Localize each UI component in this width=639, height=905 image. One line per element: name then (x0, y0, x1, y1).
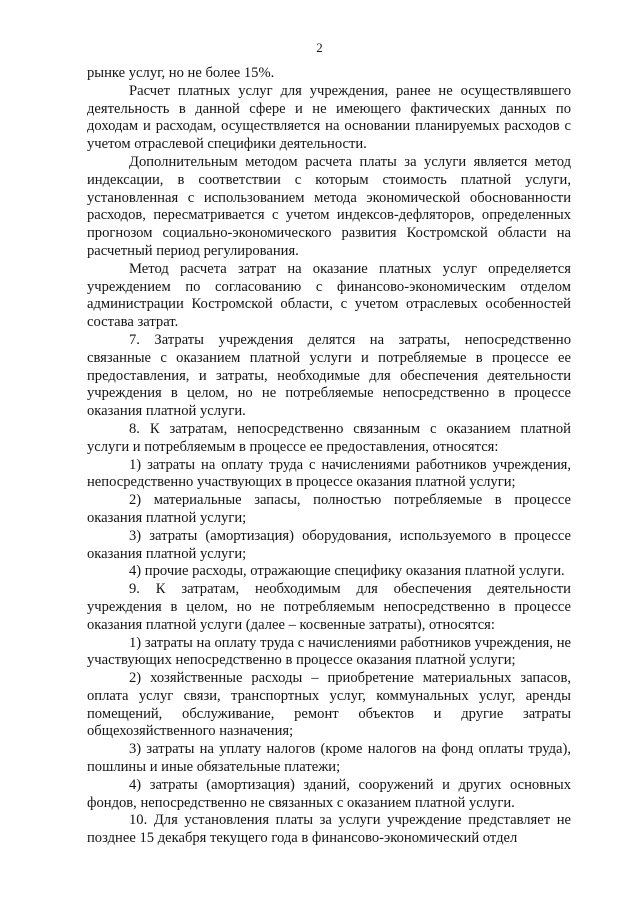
paragraph-item-7: 7. Затраты учреждения делятся на затраты, непосредственно связанные с оказанием платной услуги и потребляемые в процессе ее предоставления, и затраты, необходимые для обеспечения деятельности учреждения в целом, но не потребляемые непосредственно в процессе оказания платной услуги. (87, 331, 571, 420)
paragraph-new-institution-pricing: Расчет платных услуг для учреждения, ранее не осуществлявшего деятельность в данной сфере и не имеющего фактических данных по доходам и расходам, осуществляется на основании планируемых расходов с учетом отраслевой специфики деятельности. (87, 82, 571, 153)
paragraph-item-9-sub-3: 3) затраты на уплату налогов (кроме налогов на фонд оплаты труда), пошлины и иные обязательные платежи; (87, 741, 571, 776)
paragraph-item-8-sub-1: 1) затраты на оплату труда с начислениями работников учреждения, непосредственно участвующих в процессе оказания платной услуги; (87, 456, 571, 491)
paragraph-indexation-method: Дополнительным методом расчета платы за услуги является метод индексации, в соответствии с которым стоимость платной услуги, установленная с использованием метода экономической обоснованности расходов, пересматривается с учетом индексов-дефляторов, определенных прогнозом социально-экономического развития Костромской области на расчетный период регулирования. (87, 153, 571, 259)
page-number: 2 (316, 40, 323, 55)
paragraph-item-9-sub-4: 4) затраты (амортизация) зданий, сооружений и других основных фондов, непосредственно не связанных с оказанием платной услуги. (87, 776, 571, 811)
paragraph-cost-method-approval: Метод расчета затрат на оказание платных услуг определяется учреждением по согласованию с финансово-экономическим отделом администрации Костромской области, с учетом отраслевых особенностей состава затрат. (87, 260, 571, 331)
paragraph-item-8-sub-4: 4) прочие расходы, отражающие специфику оказания платной услуги. (129, 563, 565, 580)
paragraph-item-10: 10. Для установления платы за услуги учреждение представляет не позднее 15 декабря текущего года в финансово-экономический отдел (87, 812, 571, 847)
paragraph-item-9-sub-2: 2) хозяйственные расходы – приобретение материальных запасов, оплата услуг связи, транспортных услуг, коммунальных услуг, аренды помещений, обслуживание, ремонт объектов и другие затраты общехозяйственного назначения; (87, 670, 571, 740)
paragraph-item-8-sub-2: 2) материальные запасы, полностью потребляемые в процессе оказания платной услуги; (87, 492, 571, 526)
paragraph-item-8: 8. К затратам, непосредственно связанным с оказанием платной услуги и потребляемым в процессе ее предоставления, относятся: (87, 420, 571, 455)
paragraph-item-9-sub-1: 1) затраты на оплату труда с начислениями работников учреждения, не участвующих непосредственно в процессе оказания платной услуги; (87, 634, 571, 669)
paragraph-item-8-sub-3: 3) затраты (амортизация) оборудования, используемого в процессе оказания платной услуги; (87, 527, 571, 562)
document-body (87, 65, 571, 848)
paragraph-item-9: 9. К затратам, необходимым для обеспечения деятельности учреждения в целом, но не потребляемым непосредственно в процессе оказания платной услуги (далее – косвенные затраты), относятся: (87, 581, 571, 633)
paragraph-continuation: рынке услуг, но не более 15%. (87, 65, 275, 81)
